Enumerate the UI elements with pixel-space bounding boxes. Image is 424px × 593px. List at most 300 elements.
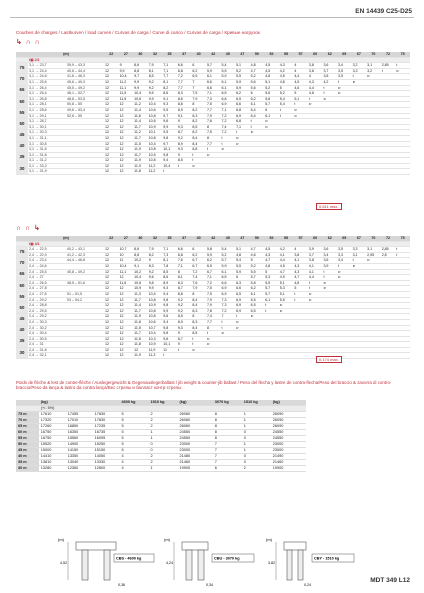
load-value-cell: 12 (119, 158, 134, 164)
load-value-cell: 6,5 (191, 74, 206, 80)
load-value-cell: 12 (104, 147, 119, 153)
load-value-cell: ⊳ (235, 325, 250, 331)
load-value-cell: 6,5 (235, 291, 250, 297)
weights-value-cell: 4 (120, 460, 149, 466)
load-value-cell: 3,3 (337, 252, 352, 258)
load-value-cell: 4 (308, 74, 323, 80)
radius-cell: 40,2 – 43,1 (66, 247, 104, 253)
load-value-cell: 5,1 (293, 96, 308, 102)
load-value-cell: t (221, 325, 236, 331)
load-value-cell: 5,5 (279, 297, 294, 303)
weights-value-cell: 0 (242, 460, 271, 466)
load-value-cell: 3,6 (322, 247, 337, 253)
radius-cell: 50,8 – 55 (66, 102, 104, 108)
load-value-cell: 10,8 (148, 147, 163, 153)
load-value-cell: 8,8 (133, 252, 148, 258)
load-value-cell: 12 (104, 124, 119, 130)
load-value-cell: 4,6 (250, 252, 265, 258)
load-value-cell: 8,5 (162, 269, 177, 275)
range-cell: 3,1 → 28,7 (28, 119, 66, 125)
load-curves-title: Courbes de charges / Lastkurven / load curves / Curvas de carga / Curve di carico / Curvas de carga / Кривые нагрузок (16, 30, 260, 35)
load-value-cell: 10,4 (133, 275, 148, 281)
load-value-cell: 10,6 (133, 280, 148, 286)
load-value-cell: 11,7 (133, 152, 148, 158)
load-value-cell: 7,1 (221, 107, 236, 113)
load-value-cell: t (221, 319, 236, 325)
load-value-cell: t (395, 247, 410, 253)
load-value-cell: 11,9 (133, 158, 148, 164)
weights-value-cell: 21460 (178, 460, 213, 466)
span-header-cell: 47 (235, 236, 250, 241)
load-value-cell: t (293, 102, 308, 108)
load-value-cell: ⊳ (206, 336, 221, 342)
load-value-cell: 8 (206, 124, 221, 130)
weights-kg-header-3: (kg) (271, 400, 306, 406)
load-value-cell: 5 (279, 85, 294, 91)
range-cell: 3,1 → 31,8 (28, 152, 66, 158)
load-value-cell: 4,1 (279, 252, 294, 258)
weights-value-cell: 17260 (39, 424, 66, 430)
load-value-cell: 11,2 (133, 130, 148, 136)
span-header-cell: 45 (221, 236, 236, 241)
jib-length-cell: 30 (16, 163, 28, 174)
load-value-cell: 12 (104, 135, 119, 141)
load-value-cell: 9,2 (177, 135, 192, 141)
load-value-cell: 12 (119, 107, 134, 113)
document-header: EN 14439 C25-D25 (355, 8, 412, 15)
load-value-cell (395, 169, 410, 175)
weights-value-cell: 2 (149, 454, 178, 460)
load-value-cell: 9,3 (162, 102, 177, 108)
load-value-cell: 3,3 (352, 68, 367, 74)
weights-kg-header-2: (kg) (178, 400, 213, 406)
weights-value-cell: 1 (242, 448, 271, 454)
weights-value-cell: 13280 (39, 466, 66, 472)
load-value-cell (308, 169, 323, 175)
weights-value-cell: 8 (213, 418, 242, 424)
load-value-cell: 10,6 (148, 119, 163, 125)
load-value-cell: 6,5 (250, 308, 265, 314)
load-value-cell: 8,3 (191, 319, 206, 325)
load-value-cell: 8,4 (191, 135, 206, 141)
header-divider (10, 17, 414, 18)
load-value-cell: 5,4 (279, 102, 294, 108)
load-value-cell: 10,8 (148, 158, 163, 164)
load-value-cell: 8,3 (191, 113, 206, 119)
load-value-cell: 12 (104, 158, 119, 164)
weights-value-cell: 26090 (271, 418, 306, 424)
load-value-cell: 11,5 (133, 141, 148, 147)
load-value-cell: 7,7 (162, 74, 177, 80)
load-value-cell: 7,2 (206, 280, 221, 286)
load-value-cell: 10,5 (148, 152, 163, 158)
load-value-cell: 4,3 (279, 63, 294, 69)
load-value-cell: t (279, 107, 294, 113)
load-value-cell: 12 (104, 353, 119, 359)
load-value-cell: 9,8 (162, 303, 177, 309)
load-value-cell: t (352, 74, 367, 80)
load-value-cell: 12 (119, 152, 134, 158)
weights-jib-cell: 35 m (16, 460, 39, 466)
load-value-cell: 6,5 (221, 91, 236, 97)
load-value-cell: 10,4 (119, 263, 134, 269)
load-value-cell: 12 (104, 291, 119, 297)
weights-jib-cell: 65 m (16, 424, 39, 430)
span-header-cell: 40 (191, 236, 206, 241)
load-value-cell: 3,8 (308, 258, 323, 264)
range-cell: 2,4 → 27,6 (28, 291, 66, 297)
weights-value-cell: 16095 (93, 436, 120, 442)
load-value-cell: ⊳ (308, 291, 323, 297)
load-row (16, 169, 410, 175)
load-value-cell: 9,9 (133, 79, 148, 85)
load-value-cell: 3,4 (322, 252, 337, 258)
load-value-cell: 6,4 (250, 107, 265, 113)
load-value-cell: ⊳ (308, 297, 323, 303)
load-value-cell: 8,9 (177, 107, 192, 113)
radius-cell: 52,6 – 55 (66, 113, 104, 119)
load-value-cell: 10,1 (162, 147, 177, 153)
load-curve-table-2 (16, 236, 410, 359)
load-value-cell: t (221, 135, 236, 141)
load-value-cell (337, 169, 352, 175)
load-value-cell: 6,2 (235, 91, 250, 97)
load-value-cell (177, 353, 192, 359)
load-value-cell: 7,1 (162, 63, 177, 69)
span-header-cell: 67 (352, 236, 367, 241)
load-value-cell: 6,4 (250, 113, 265, 119)
load-value-cell: 8,9 (177, 319, 192, 325)
load-value-cell: 5 (264, 269, 279, 275)
load-value-cell: 8,2 (162, 85, 177, 91)
load-value-cell: 10,4 (119, 74, 134, 80)
range-cell: 3,1 → 28,6 (28, 107, 66, 113)
span-header-cell: 40 (191, 52, 206, 57)
load-value-cell: 3,1 (352, 252, 367, 258)
load-value-cell: 12 (119, 275, 134, 281)
load-value-cell: t (177, 163, 192, 169)
load-value-cell: 10,6 (148, 107, 163, 113)
load-value-cell: 3,8 (308, 68, 323, 74)
weights-value-cell: 13040 (66, 460, 93, 466)
span-header-cell: 37 (177, 52, 192, 57)
load-value-cell: 6,5 (250, 297, 265, 303)
load-value-cell: 8,6 (162, 91, 177, 97)
range-cell: 3,1 → 26,8 (28, 96, 66, 102)
load-value-cell: 9,8 (162, 152, 177, 158)
load-value-cell: 9,4 (162, 158, 177, 164)
weights-jib-cell: 70 m (16, 418, 39, 424)
table2-mode-icon: ∩ ∩ ↳ (16, 225, 41, 232)
weights-jib-cell: 75 m (16, 412, 39, 418)
load-value-cell: 9 (177, 119, 192, 125)
load-value-cell: 11,8 (133, 342, 148, 348)
load-value-cell: 12 (119, 119, 134, 125)
load-value-cell: 9,8 (162, 325, 177, 331)
diagram-cby-label: CBY - 1510 kg (314, 556, 340, 561)
load-value-cell: ⊳ (322, 280, 337, 286)
weights-value-cell: 2 (149, 412, 178, 418)
diagram-cbs-label: CBS - 4600 kg (116, 556, 142, 561)
load-value-cell: 8 (191, 314, 206, 320)
weights-value-cell: 26060 (178, 418, 213, 424)
load-value-cell: 12 (104, 331, 119, 337)
load-value-cell: 8,8 (191, 147, 206, 153)
load-value-cell: 6,9 (235, 303, 250, 309)
load-value-cell: 4,2 (279, 247, 294, 253)
range-cell: 3,1 → 33,2 (28, 163, 66, 169)
range-cell: 2,4 → 22,5 (28, 247, 66, 253)
load-value-cell: 10,8 (148, 297, 163, 303)
load-value-cell: 3,8 (322, 74, 337, 80)
load-value-cell: 8,1 (162, 79, 177, 85)
load-value-cell: 4,8 (264, 263, 279, 269)
load-value-cell: 7,1 (206, 275, 221, 281)
load-value-cell: 7,4 (221, 124, 236, 130)
load-value-cell: ⊳ (221, 331, 236, 337)
weights-value-cell: 2 (242, 466, 271, 472)
load-value-cell: 7,1 (162, 247, 177, 253)
span-header-unit: (m) (28, 236, 104, 241)
load-value-cell: 7,8 (206, 308, 221, 314)
load-value-cell: 5,7 (206, 63, 221, 69)
jib-length-cell: 45 (16, 130, 28, 141)
load-value-cell: 7,5 (206, 130, 221, 136)
weights-value-cell: 24550 (178, 430, 213, 436)
range-cell: 2,4 → 27 (28, 275, 66, 281)
load-value-cell: 5,6 (250, 85, 265, 91)
load-value-cell: 5,2 (235, 68, 250, 74)
load-value-cell: 9 (177, 152, 192, 158)
load-value-cell: 8,5 (177, 314, 192, 320)
load-value-cell: 7,9 (148, 63, 163, 69)
load-value-cell: 8,2 (191, 119, 206, 125)
load-value-cell: 6,1 (221, 269, 236, 275)
load-value-cell: t (264, 303, 279, 309)
load-value-cell: 12 (104, 130, 119, 136)
load-value-cell: 9,2 (177, 303, 192, 309)
load-value-cell: 4,4 (279, 258, 294, 264)
load-value-cell: 11,3 (148, 353, 163, 359)
weights-value-cell: 26090 (271, 412, 306, 418)
radius-cell: 45,5 – 49,2 (66, 85, 104, 91)
load-value-cell: 4,2 (279, 68, 294, 74)
weights-value-cell: 26060 (178, 424, 213, 430)
load-value-cell: 11,6 (133, 336, 148, 342)
load-value-cell (235, 169, 250, 175)
load-value-cell: 2,8 (381, 252, 396, 258)
weights-value-cell: 15250 (93, 442, 120, 448)
weights-value-cell: 23000 (178, 448, 213, 454)
load-value-cell: 6,8 (235, 119, 250, 125)
weights-value-cell: 1 (149, 466, 178, 472)
span-header-cell: 35 (162, 52, 177, 57)
load-value-cell: 11,6 (119, 280, 134, 286)
load-value-cell: 8,4 (191, 141, 206, 147)
load-value-cell: t (293, 297, 308, 303)
weights-value-cell: 7 (213, 460, 242, 466)
load-value-cell: 12 (104, 347, 119, 353)
load-value-cell: 10,3 (148, 336, 163, 342)
load-value-cell (381, 353, 396, 359)
load-value-cell: 4,8 (235, 252, 250, 258)
load-value-cell: 8 (191, 102, 206, 108)
load-value-cell: ⊳ (235, 319, 250, 325)
range-cell: 3,1 → 26,4 (28, 85, 66, 91)
load-value-cell: 4,8 (293, 280, 308, 286)
load-value-cell: 10,4 (148, 141, 163, 147)
load-value-cell: t (337, 263, 352, 269)
load-value-cell: 4,5 (264, 63, 279, 69)
load-value-cell: ⊳ (366, 74, 381, 80)
load-value-cell: 6 (250, 91, 265, 97)
load-value-cell: 5,3 (264, 275, 279, 281)
load-value-cell: 7,6 (191, 280, 206, 286)
load-value-cell: 3,9 (308, 247, 323, 253)
load-value-cell: 6 (235, 275, 250, 281)
load-value-cell (191, 353, 206, 359)
load-value-cell: 9,8 (162, 297, 177, 303)
load-value-cell (221, 353, 236, 359)
load-value-cell: 5,5 (221, 68, 236, 74)
load-value-cell: 4,5 (264, 68, 279, 74)
load-value-cell: 6,6 (235, 102, 250, 108)
load-value-cell: 6,1 (221, 79, 236, 85)
load-value-cell: t (177, 347, 192, 353)
load-value-cell: 7,2 (221, 130, 236, 136)
load-value-cell: 7,2 (221, 119, 236, 125)
load-value-cell: 9 (177, 331, 192, 337)
load-value-cell (191, 169, 206, 175)
load-value-cell: 4,7 (250, 247, 265, 253)
load-value-cell: 6,9 (221, 286, 236, 292)
load-value-cell: 11,9 (133, 163, 148, 169)
load-value-cell: 6,8 (177, 252, 192, 258)
load-value-cell: 3,7 (308, 252, 323, 258)
weights-value-cell: 23000 (271, 442, 306, 448)
span-header-cell: 37 (177, 236, 192, 241)
span-header-cell: 35 (162, 236, 177, 241)
load-value-cell: 10 (119, 252, 134, 258)
load-value-cell: 11,4 (133, 107, 148, 113)
span-header-cell: 75 (395, 52, 410, 57)
load-value-cell: 12 (104, 63, 119, 69)
load-value-cell: 8,3 (177, 91, 192, 97)
load-value-cell: 7 (191, 85, 206, 91)
load-value-cell (322, 169, 337, 175)
load-value-cell: 12 (119, 297, 134, 303)
load-value-cell: 4,1 (308, 263, 323, 269)
load-value-cell: 10,6 (148, 319, 163, 325)
load-value-cell: 9,3 (162, 286, 177, 292)
load-value-cell: 11,8 (133, 319, 148, 325)
load-value-cell: 5,7 (221, 258, 236, 264)
load-value-cell: 9,2 (148, 269, 163, 275)
load-value-cell: 6,9 (235, 113, 250, 119)
load-value-cell: 9,3 (177, 124, 192, 130)
load-value-cell: 12 (119, 325, 134, 331)
load-value-cell: 12 (119, 135, 134, 141)
range-cell: 3,1 → 30,8 (28, 141, 66, 147)
load-value-cell: 7,7 (206, 107, 221, 113)
load-value-cell (206, 353, 221, 359)
radius-cell (66, 353, 104, 359)
load-value-cell: 9,4 (162, 319, 177, 325)
weights-value-cell: 15520 (39, 442, 66, 448)
load-value-cell: 8,3 (148, 263, 163, 269)
load-value-cell: 11,6 (133, 113, 148, 119)
weights-jib-cell: 30 m (16, 466, 39, 472)
load-value-cell: 5,1 (279, 280, 294, 286)
weights-value-cell: 17235 (93, 424, 120, 430)
range-cell: 3,1 → 31,9 (28, 169, 66, 175)
load-value-cell: 12 (104, 263, 119, 269)
jib-length-cell: 70 (16, 258, 28, 269)
load-value-cell: ⊳ (206, 152, 221, 158)
jib-length-cell: 75 (16, 247, 28, 258)
load-value-cell: 12 (119, 303, 134, 309)
weights-value-cell: 6 (213, 466, 242, 472)
load-value-cell: t (308, 280, 323, 286)
load-value-cell: t (293, 291, 308, 297)
load-value-cell: 8 (177, 269, 192, 275)
load-value-cell: 12 (119, 163, 134, 169)
span-header-cell: 50 (250, 236, 265, 241)
load-value-cell: 9,2 (148, 79, 163, 85)
load-value-cell: 6,2 (250, 96, 265, 102)
diagram-cbu-height: 4,24 (166, 561, 173, 565)
table1-max-note: 0,611 max. (316, 203, 342, 210)
diagram-cbs (54, 536, 158, 588)
load-value-cell: 9,7 (162, 113, 177, 119)
load-value-cell: 8,1 (177, 275, 192, 281)
load-value-cell: 2,85 (381, 63, 396, 69)
load-value-cell: 5,9 (221, 74, 236, 80)
load-value-cell: 6,1 (264, 297, 279, 303)
span-header-cell: 55 (279, 236, 294, 241)
weights-value-cell: 16750 (39, 430, 66, 436)
load-value-cell: 7,1 (206, 91, 221, 97)
load-value-cell: ⊳ (221, 147, 236, 153)
load-value-cell: t (250, 124, 265, 130)
load-value-cell: 3,9 (322, 263, 337, 269)
weights-value-cell: 17830 (93, 412, 120, 418)
radius-cell (66, 169, 104, 175)
load-value-cell: 11,7 (133, 297, 148, 303)
weights-value-cell: 1 (242, 424, 271, 430)
radius-cell: 41,2 – 42,3 (66, 252, 104, 258)
load-value-cell: 5,3 (279, 286, 294, 292)
diagram-cby-unit: (m) (266, 537, 272, 542)
load-value-cell: 5,2 (221, 252, 236, 258)
load-value-cell: 12 (119, 102, 134, 108)
load-value-cell: 6,2 (250, 286, 265, 292)
load-value-cell: 10,8 (148, 135, 163, 141)
load-value-cell: t (235, 130, 250, 136)
load-row (16, 353, 410, 359)
weights-value-cell: 2 (149, 418, 178, 424)
range-cell: 2,4 → 29,2 (28, 297, 66, 303)
load-value-cell: 4,3 (293, 263, 308, 269)
range-cell: 2,4 → 30,4 (28, 331, 66, 337)
ballast-block-cby-icon (262, 536, 362, 588)
diagram-cby-height: 3,82 (268, 561, 275, 565)
weights-4600-header: 4600 kg (120, 400, 149, 406)
load-value-cell: 7,5 (206, 102, 221, 108)
load-value-cell: t (395, 252, 410, 258)
radius-cell: 40,6 – 44,4 (66, 68, 104, 74)
load-value-cell: 12 (119, 141, 134, 147)
